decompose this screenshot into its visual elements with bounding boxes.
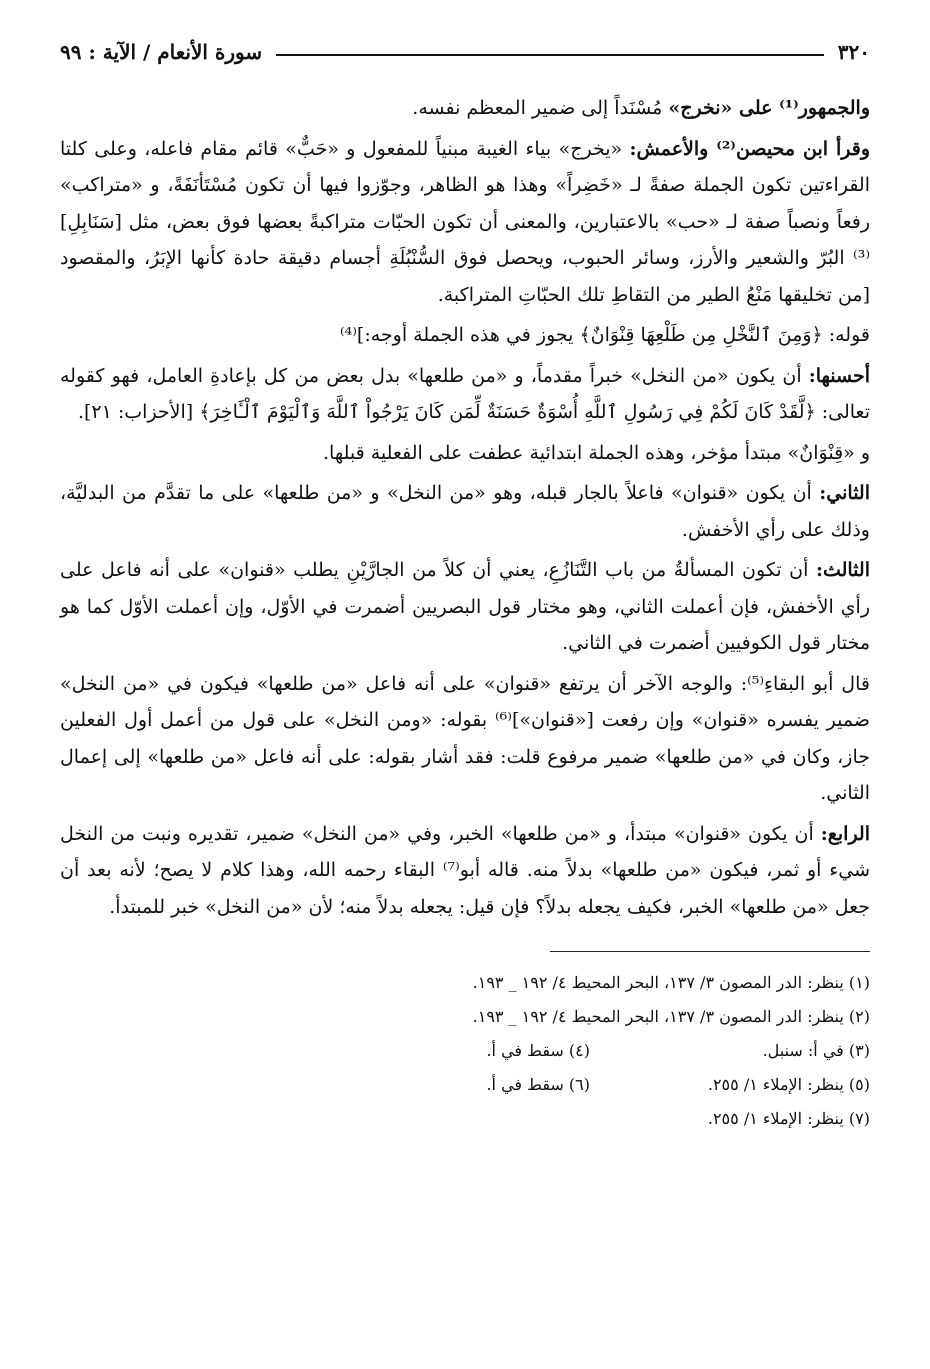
paragraph-text: أن تكون المسألةُ من باب التَّنَازُعِ، يعني أن كلاً من الجارَّيْنِ يطلب «قنوان» على أنه فاعل على رأي الأخفش، فإن أعملت الثاني، وهو مختار قول البصريين أضمرت في الأوّل، وإن أعملت الأوّل كما هو مختار قول الكوفيين أضمرت في الثاني.	[60, 559, 870, 654]
paragraph	[60, 358, 870, 431]
paragraph	[60, 317, 870, 354]
header-rule	[276, 54, 824, 56]
footnote: (٧) ينظر: الإملاء ١/ ٢٥٥.	[707, 1109, 870, 1128]
paragraph-text: قوله: ﴿وَمِنَ ٱلنَّخْلِ مِن طَلْعِهَا قِنْوَانٌ﴾ يجوز في هذه الجملة أوجه:]⁽⁴⁾	[339, 324, 870, 346]
page-header	[60, 28, 870, 64]
main-text	[60, 90, 870, 925]
footnote: (٤) سقط في أ.	[486, 1041, 590, 1060]
footnote: (٥) ينظر: الإملاء ١/ ٢٥٥.	[707, 1075, 870, 1094]
paragraph-lead: وقرأ ابن محيصن⁽²⁾ والأعمش:	[629, 137, 870, 160]
footnote: (٦) سقط في أ.	[486, 1075, 590, 1094]
footnote-row	[60, 1034, 870, 1068]
paragraph	[60, 475, 870, 548]
paragraph	[60, 435, 870, 472]
paragraph-text: أن يكون «قنوان» مبتدأ، و «من طلعها» الخبر، وفي «من النخل» ضمير، تقديره ونبت من النخل شيء أو ثمر، فيكون «من طلعها» بدلاً منه. قاله أبو⁽⁷⁾ البقاء رحمه الله، وهذا كلام لا يصح؛ لأنه بعد أن جعل «من طلعها» الخبر، فكيف يجعله بدلاً؟ فإن قيل: يجعله بدلاً منه؛ لأن «من النخل» خبر للمبتدأ.	[60, 822, 870, 918]
document-page	[60, 28, 870, 1136]
paragraph-text: و «قِنْوَانٌ» مبتدأ مؤخر، وهذه الجملة ابتدائية عطفت على الفعلية قبلها.	[322, 441, 870, 464]
footnotes	[60, 966, 870, 1136]
paragraph	[60, 666, 870, 812]
paragraph-text: مُسْنَداً إلى ضمير المعظم نفسه.	[412, 97, 669, 119]
paragraph	[60, 90, 870, 127]
paragraph-text: قال أبو البقاءِ⁽⁵⁾: والوجه الآخر أن يرتفع «قنوان» على أنه فاعل «من طلعها» فيكون في «من النخل» ضمير يفسره «قنوان» وإن رفعت [«قنوان»]⁽⁶⁾ بقوله: «ومن النخل» على قول من أعمل أول الفعلين جاز، وكان في «من طلعها» ضمير مرفوع قلت: فقد أشار بقوله: على أنه فاعل «من طلعها» إلى إعمال الثاني.	[60, 672, 870, 804]
paragraph-text: «يخرج» بياء الغيبة مبنياً للمفعول و «حَبٌّ» قائم مقام فاعله، وعلى كلتا القراءتين تكون الجملة صفةً لـ «خَضِراً» وهذا هو الظاهر، وجوّزوا فيها أن تكون مُسْتَأنَفَةً، و «متراكب» رفعاً ونصباً صفة لـ «حب» بالاعتبارين، والمعنى أن تكون الحبّات متراكبةً بعضها فوق بعض، مثل [سَنَابِلِ]⁽³⁾ البُرّ والشعير والأرز، وسائر الحبوب، ويحصل فوق السُّنْبُلَةِ أجسام دقيقة حادة كأنها الإبَرُ، والمقصود [من تخليقها مَنْعُ الطير من التقاطِ تلك الحبّاتِ المتراكبة.	[60, 137, 870, 306]
footnote: (١) ينظر: الدر المصون ٣/ ١٣٧، البحر المحيط ٤/ ١٩٢ _ ١٩٣.	[472, 973, 870, 992]
paragraph	[60, 131, 870, 314]
paragraph-lead: الثاني:	[819, 482, 870, 504]
paragraph	[60, 552, 870, 662]
paragraph-lead: الثالث:	[815, 559, 870, 581]
page-number: ٣٢٠	[837, 40, 870, 64]
footnote: (٣) في أ: سنبل.	[762, 1041, 870, 1060]
running-title: سورة الأنعام / الآية : ٩٩	[60, 40, 263, 64]
footnote-row	[60, 1068, 870, 1102]
footnote-separator	[550, 951, 870, 952]
paragraph-text: أن يكون «قنوان» فاعلاً بالجار قبله، وهو «من النخل» و «من طلعها» على ما تقدَّم من البدليَّة، وذلك على رأي الأخفش.	[60, 482, 870, 541]
paragraph-text: أن يكون «من النخل» خبراً مقدماً، و «من طلعها» بدل بعض من كل بإعادةِ العامل، فهو كقوله تعالى: ﴿لَّقَدْ كَانَ لَكُمْ فِي رَسُولِ ٱللَّهِ أُسْوَةٌ حَسَنَةٌ لِّمَن كَانَ يَرْجُواْ ٱللَّهَ وَٱلْيَوْمَ ٱلْـَٔاخِرَ﴾ [الأحزاب: ٢١].	[60, 364, 870, 423]
paragraph	[60, 816, 870, 926]
paragraph-lead: أحسنها:	[808, 364, 870, 387]
footnote: (٢) ينظر: الدر المصون ٣/ ١٣٧، البحر المحيط ٤/ ١٩٢ _ ١٩٣.	[472, 1007, 870, 1026]
paragraph-lead: الرابع:	[820, 822, 870, 845]
paragraph-lead: والجمهور⁽¹⁾ على «نخرج»	[668, 97, 870, 119]
